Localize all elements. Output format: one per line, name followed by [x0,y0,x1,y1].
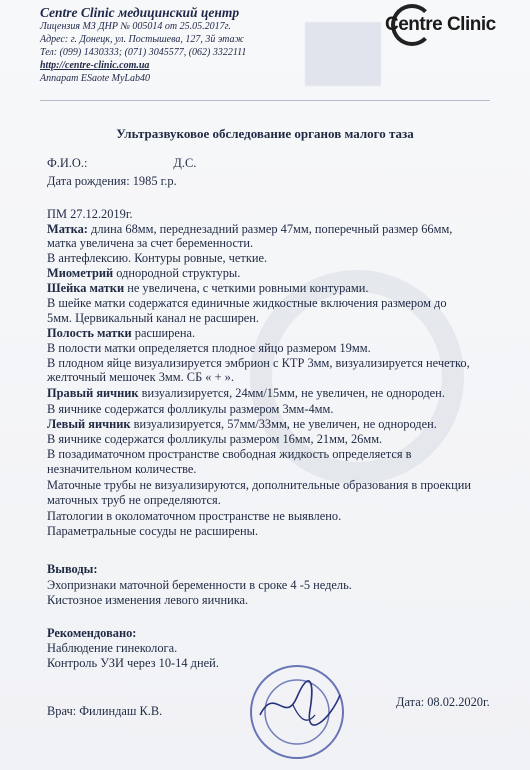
finding-text: В позадиматочном пространстве свободная жидкость определяется в [47,447,412,461]
finding-line [47,326,195,340]
finding-text: 5мм. Цервикальный канал не расширен. [47,311,260,325]
finding-heading: Левый яичник [47,417,131,431]
finding-text: В яичнике содержатся фолликулы размером 3мм-4мм. [47,402,334,416]
finding-line [47,236,253,250]
finding-text: однородной структуры. [113,266,241,280]
finding-text: расширена. [131,326,196,340]
conclusion-line: Эхопризнаки маточной беременности в сроке 4 -5 недель. [47,578,352,592]
finding-text: В плодном яйце визуализируется эмбрион с КТР 3мм, визуализируется нечетко, [47,356,470,370]
apparatus-line: Аппарат ESaote MyLab40 [40,73,150,84]
finding-line [47,417,437,431]
finding-text: незначительном количестве. [47,462,197,476]
doctor-signature [255,675,345,730]
phone-line: Тел: (099) 1430333; (071) 3045577, (062) 3322111 [40,47,247,58]
finding-line [47,222,452,236]
finding-line [47,386,445,400]
fio-initials: Д.С. [173,156,197,170]
finding-line [47,251,267,265]
finding-text: матка увеличена за счет беременности. [47,236,254,250]
finding-heading: Полость матки [47,326,132,340]
report-date: Дата: 08.02.2020г. [396,695,490,709]
finding-text: не увеличена, с четкими ровными контурами. [124,281,369,295]
finding-text: В шейке матки содержатся единичные жидкостные включения размером до [47,296,447,310]
finding-line [47,447,412,461]
header-stamp [305,22,381,86]
finding-line [47,493,221,507]
conclusions-heading: Выводы: [47,562,98,576]
document-title: Ультразвуковое обследование органов малого таза [116,126,414,141]
finding-text: желточный мешочек 3мм. СБ « + ». [47,370,234,384]
clinic-header [40,5,246,85]
finding-line [47,281,368,295]
finding-text: длина 68мм, переднезадний размер 47мм, поперечный размер 66мм, [87,222,453,236]
website-link[interactable]: http://centre-clinic.com.ua [40,60,150,71]
finding-line [47,509,341,523]
finding-line [47,311,259,325]
finding-line [47,296,447,310]
finding-heading: Шейка матки [47,281,125,295]
finding-line [47,432,382,446]
finding-line [47,370,234,384]
finding-heading: Миометрий [47,266,114,280]
header-divider [40,100,490,101]
doctor-line: Врач: Филиндаш К.В. [47,704,163,718]
fio-label: Ф.И.О.: [47,156,88,170]
finding-line [47,478,471,492]
birth-date: Дата рождения: 1985 г.р. [47,174,177,188]
last-period-date: ПМ 27.12.2019г. [47,207,133,221]
finding-text: В полости матки определяется плодное яйцо размером 19мм. [47,341,371,355]
finding-text: визуализируется, 57мм/33мм, не увеличен, не однороден. [130,417,437,431]
finding-text: Параметральные сосуды не расширены. [47,524,259,538]
logo-text: Centre Clinic [385,14,496,35]
finding-text: Маточные трубы не визуализируются, дополнительные образования в проекции [47,478,471,492]
finding-line [47,462,197,476]
finding-text: маточных труб не определяются. [47,493,221,507]
finding-text: визуализируется, 24мм/15мм, не увеличен, не однороден. [138,386,445,400]
finding-text: В антефлексию. Контуры ровные, четкие. [47,251,268,265]
finding-heading: Матка: [47,222,88,236]
patient-name-row [47,156,196,170]
recommendation-line: Наблюдение гинеколога. [47,641,178,655]
address-line: Адрес: г. Донецк, ул. Постышева, 127, 3й этаж [40,34,244,45]
recommended-heading: Рекомендовано: [47,626,137,640]
finding-line [47,341,371,355]
finding-text: В яичнике содержатся фолликулы размером 16мм, 21мм, 26мм. [47,432,383,446]
finding-heading: Правый яичник [47,386,139,400]
finding-line [47,356,470,370]
license-line: Лицензия МЗ ДНР № 005014 от 25.05.2017г. [40,21,231,32]
finding-line [47,402,333,416]
clinic-name: Centre Clinic медицинский центр [40,5,240,20]
finding-line [47,266,240,280]
conclusion-line: Кистозное изменения левого яичника. [47,593,249,607]
recommendation-line: Контроль УЗИ через 10-14 дней. [47,656,219,670]
finding-text: Патологии в околоматочном пространстве не выявлено. [47,509,342,523]
finding-line [47,524,258,538]
clinic-logo [385,4,505,50]
